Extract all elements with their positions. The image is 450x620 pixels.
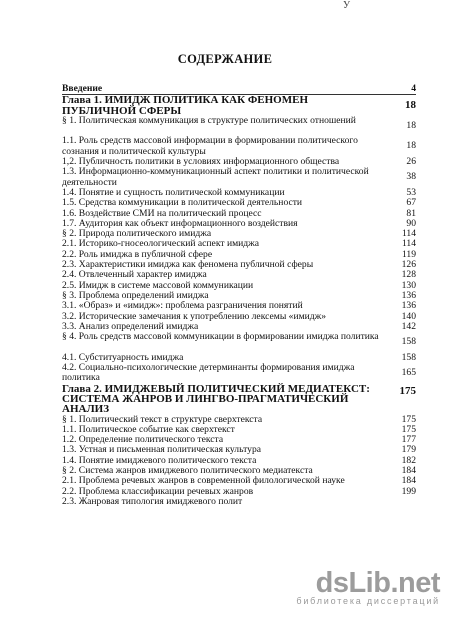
- toc-entry-page: 175: [401, 423, 416, 435]
- toc-entry-page: 126: [401, 259, 416, 271]
- toc-entry-title: 1,2. Публичность политики в условиях информационного общества: [62, 156, 340, 168]
- watermark-subtitle: библиотека диссертаций: [296, 596, 440, 606]
- toc-entry-title: 2.2. Роль имиджа в публичной сфере: [62, 248, 213, 260]
- toc-entry-title: § 1. Политическая коммуникация в структуре политических отношений: [62, 114, 356, 126]
- toc-entry-title: Глава 2. ИМИДЖЕВЫЙ ПОЛИТИЧЕСКИЙ МЕДИАТЕКСТ: СИСТЕМА ЖАНРОВ И ЛИНГВО-ПРАГМАТИЧЕСКИЙ АНАЛИЗ: [62, 382, 370, 416]
- toc-entry-title: 2.3. Характеристики имиджа как феномена публичной сферы: [62, 259, 314, 271]
- toc-entry-page: 175: [401, 413, 416, 425]
- toc-entry-title: § 2. Система жанров имиджевого политического медиатекста: [62, 464, 313, 476]
- toc-entry-title: 4.2. Социально-психологические детерминанты формирования имиджа политика: [62, 362, 355, 384]
- toc-entry: [62, 332, 416, 353]
- toc-entry-title: 1.2. Определение политического текста: [62, 434, 224, 446]
- toc-entry-title: Введение: [62, 83, 103, 94]
- toc-entry-page: 136: [401, 300, 416, 312]
- toc-entry: [62, 497, 416, 507]
- toc-entry-title: § 3. Проблема определений имиджа: [62, 289, 209, 301]
- toc-entry-page: 142: [401, 320, 416, 332]
- toc-entry-page: 182: [401, 454, 416, 466]
- toc-entry-title: § 1. Политический текст в структуре сверхтекста: [62, 413, 263, 425]
- toc-entry: [62, 167, 416, 188]
- toc-entry-page: 179: [401, 444, 416, 456]
- toc-entry: [62, 384, 416, 415]
- toc-entry-page: 18: [406, 140, 416, 152]
- toc-entry-title: Глава 1. ИМИДЖ ПОЛИТИКА КАК ФЕНОМЕН ПУБЛИЧНОЙ СФЕРЫ: [62, 94, 309, 117]
- toc-entry-page: 175: [399, 384, 416, 397]
- toc-entry: [62, 363, 416, 384]
- toc-entry-title: 2.4. Отвлеченный характер имиджа: [62, 269, 207, 281]
- toc-entry-title: 1.1. Политическое событие как сверхтекст: [62, 423, 235, 435]
- toc-entry: [62, 84, 416, 94]
- toc-entry-title: 1.3. Устная и письменная политическая культура: [62, 444, 262, 456]
- toc-entry-title: § 4. Роль средств массовой коммуникации в формировании имиджа политика: [62, 331, 379, 343]
- toc-entry-page: 90: [406, 217, 416, 229]
- toc-entry-page: 158: [401, 351, 416, 363]
- toc-entry-page: 53: [406, 186, 416, 198]
- toc-entry-page: 67: [406, 197, 416, 209]
- toc-entry: [62, 301, 416, 311]
- toc-entry-page: 119: [401, 248, 416, 260]
- toc-entry-page: 18: [405, 99, 416, 112]
- toc-entry-title: 3.1. «Образ» и «имидж»: проблема разграничения понятий: [62, 300, 303, 312]
- toc-entry-title: 3.3. Анализ определений имиджа: [62, 320, 199, 332]
- toc-entry-page: 158: [401, 336, 416, 348]
- toc-entry-page: 165: [401, 367, 416, 379]
- toc-entry-title: 2.2. Проблема классификации речевых жанров: [62, 485, 254, 497]
- toc-entry-page: 81: [406, 207, 416, 219]
- toc-entry-page: 114: [401, 228, 416, 240]
- corner-mark: У: [343, 0, 351, 11]
- toc-entry-page: 4: [411, 83, 416, 94]
- toc-entry-title: 1.1. Роль средств массовой информации в формировании политического сознания и политической культуры: [62, 135, 358, 157]
- toc-entry-title: 1.3. Информационно-коммуникационный аспект политики и политической деятельности: [62, 166, 369, 188]
- toc-entry-title: 2.1. Историко-гносеологический аспект имиджа: [62, 238, 260, 250]
- watermark: [296, 568, 440, 606]
- toc-entry-title: 1.4. Понятие имиджевого политического текста: [62, 454, 257, 466]
- toc-entry-title: 1.6. Воздействие СМИ на политический процесс: [62, 207, 262, 219]
- toc-entry: [62, 136, 416, 157]
- toc-entry-page: 26: [406, 156, 416, 168]
- toc-entry-title: 1.5. Средства коммуникации в политической деятельности: [62, 197, 303, 209]
- toc-entry-page: 184: [401, 475, 416, 487]
- toc-entry-title: 2.1. Проблема речевых жанров в современной филологической науке: [62, 475, 345, 487]
- toc-entry-page: 38: [406, 171, 416, 183]
- watermark-logo: dsLib.net: [315, 567, 440, 599]
- toc-entry-title: 2.5. Имидж в системе массовой коммуникации: [62, 279, 254, 291]
- toc-entry: [62, 116, 416, 137]
- toc-entry-page: 128: [401, 269, 416, 281]
- toc-entry-title: 1.7. Аудитория как объект информационного воздействия: [62, 217, 298, 229]
- toc-entry-page: 18: [406, 119, 416, 131]
- toc-entry-page: 199: [401, 485, 416, 497]
- toc-entry-page: 184: [401, 464, 416, 476]
- table-of-contents: [62, 84, 416, 507]
- toc-entry-title: 2.3. Жанровая типология имиджевого полит: [62, 495, 243, 507]
- toc-entry-title: 3.2. Исторические замечания к употреблению лексемы «имидж»: [62, 310, 327, 322]
- toc-entry-page: 177: [401, 434, 416, 446]
- page-title: СОДЕРЖАНИЕ: [177, 52, 273, 66]
- toc-entry-title: § 2. Природа политического имиджа: [62, 228, 212, 240]
- toc-entry-page: 114: [401, 238, 416, 250]
- toc-entry-page: 140: [401, 310, 416, 322]
- toc-entry-page: 136: [401, 289, 416, 301]
- toc-entry: [62, 94, 416, 116]
- toc-entry-title: 4.1. Субституарность имиджа: [62, 351, 184, 363]
- toc-entry-title: 1.4. Понятие и сущность политической коммуникации: [62, 186, 285, 198]
- toc-entry-page: 130: [401, 279, 416, 291]
